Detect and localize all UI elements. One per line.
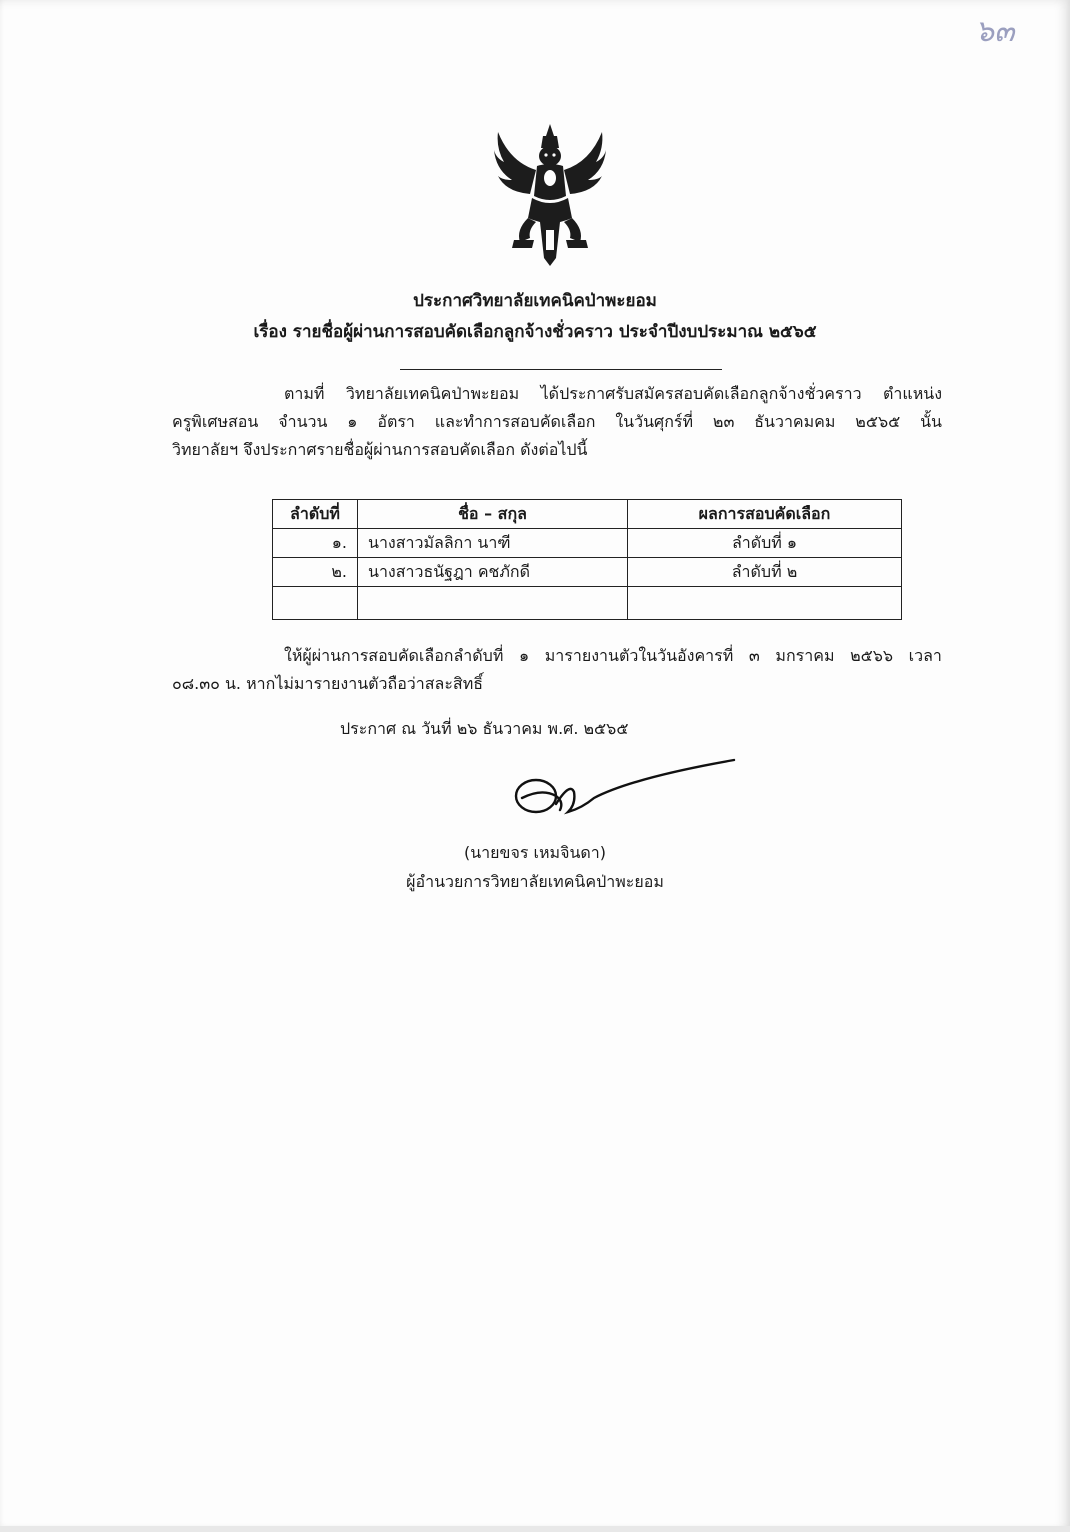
text-segment: ตามที่ [284,384,325,403]
table-row [273,558,902,587]
text-segment: ตำแหน่ง [883,384,942,403]
handwritten-page-number: ๖๓ [975,14,1015,49]
intro-line-2 [172,408,942,436]
intro-line-1 [172,380,942,408]
signature-icon [512,752,737,824]
text-segment: และทำการสอบคัดเลือก [434,412,596,431]
cell-result: ลำดับที่ ๒ [628,558,902,587]
cell-order: ๒. [273,558,358,587]
instruction-line-1 [172,642,942,670]
cell-result [628,587,902,620]
table-row [273,529,902,558]
text-segment: ธันวาคมคม [754,412,836,431]
page-bottom-edge [0,1526,1070,1532]
column-header-order: ลำดับที่ [273,500,358,529]
text-segment: เวลา [908,646,942,665]
text-segment: ๒๓ [712,412,735,431]
text-segment: ให้ผู้ผ่านการสอบคัดเลือกลำดับที่ [284,646,504,665]
column-header-result: ผลการสอบคัดเลือก [628,500,902,529]
text-segment: ในวันศุกร์ที่ [615,412,694,431]
text-segment: นั้น [920,412,942,431]
column-header-name: ชื่อ – สกุล [358,500,628,529]
text-segment: ๒๕๖๖ [850,646,894,665]
cell-name: นางสาวมัลลิกา นาฑี [358,529,628,558]
text-segment: มกราคม [775,646,835,665]
cell-name [358,587,628,620]
document-subject: เรื่อง รายชื่อผู้ผ่านการสอบคัดเลือกลูกจ้างชั่วคราว ประจำปีงบประมาณ ๒๕๖๕ [253,322,817,342]
document-title: ประกาศวิทยาลัยเทคนิคป่าพะยอม [413,291,657,311]
cell-order [273,587,358,620]
cell-order: ๑. [273,529,358,558]
results-table [272,499,902,620]
intro-paragraph [172,380,942,464]
text-segment: ได้ประกาศรับสมัครสอบคัดเลือกลูกจ้างชั่วคราว [540,384,862,403]
signatory-position: ผู้อำนวยการวิทยาลัยเทคนิคป่าพะยอม [406,872,664,891]
instruction-paragraph [172,642,942,698]
text-segment: มารายงานตัวในวันอังคารที่ [544,646,734,665]
text-segment: ๓ [748,646,760,665]
text-segment: จำนวน [278,412,328,431]
cell-result: ลำดับที่ ๑ [628,529,902,558]
text-segment: ๑ [518,646,530,665]
announcement-date: ประกาศ ณ วันที่ ๒๖ ธันวาคม พ.ศ. ๒๕๖๕ [340,719,629,738]
text-segment: อัตรา [377,412,415,431]
table-row [273,587,902,620]
table-header-row [273,500,902,529]
instruction-line-2: ๐๘.๓๐ น. หากไม่มารายงานตัวถือว่าสละสิทธิ์ [172,674,484,693]
text-segment: วิทยาลัยเทคนิคป่าพะยอม [345,384,520,403]
garuda-emblem-icon [490,118,610,268]
text-segment: ๒๕๖๕ [855,412,901,431]
cell-name: นางสาวธนัฐฎา คชภักดี [358,558,628,587]
intro-line-3: วิทยาลัยฯ จึงประกาศรายชื่อผู้ผ่านการสอบคัดเลือก ดังต่อไปนี้ [172,440,588,459]
text-segment: ครูพิเศษสอน [172,412,259,431]
title-underline [400,369,722,370]
text-segment: ๑ [347,412,358,431]
signatory-name: (นายขจร เหมจินดา) [463,843,607,862]
